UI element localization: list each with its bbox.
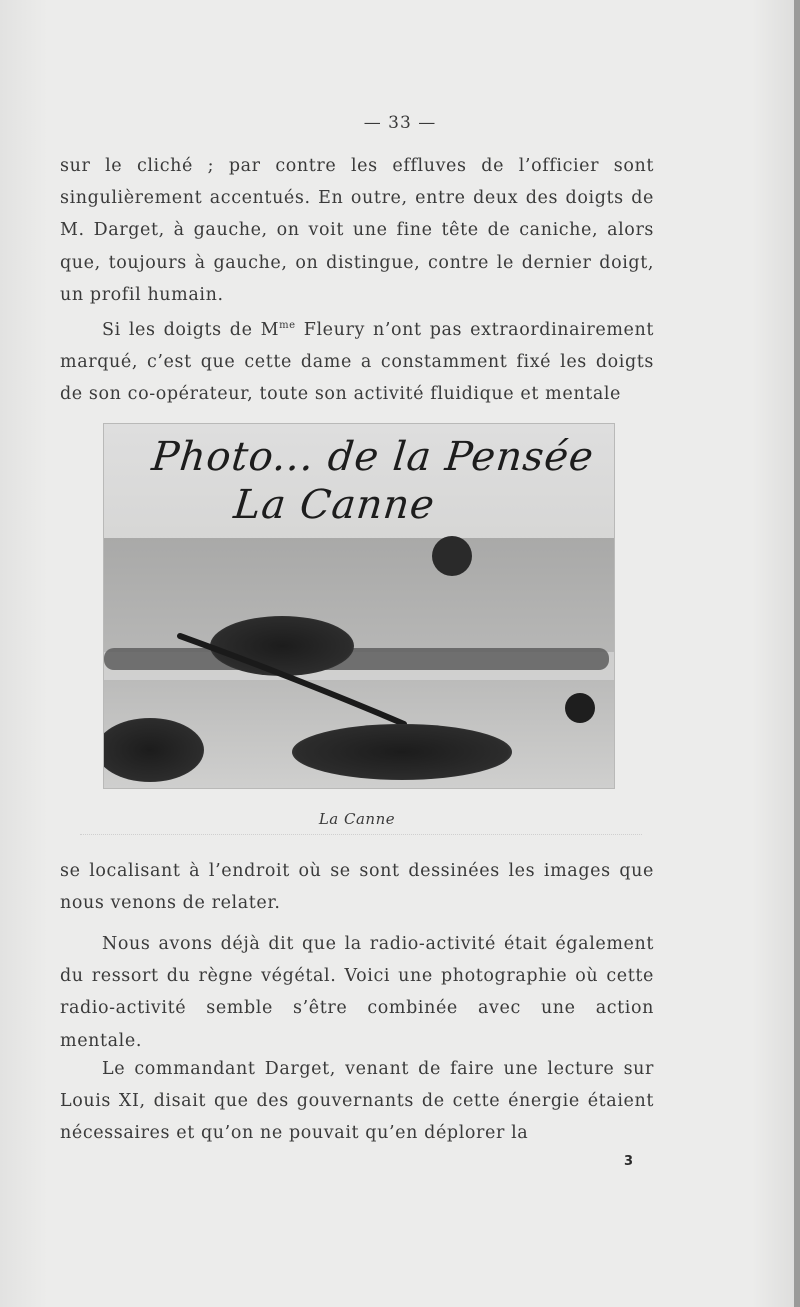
paragraph-1: sur le cliché ; par contre les effluves de l’officier sont singulièrement accentués. En outre, entre deux des doigts de M. Darget, à gauche, on voit une fine tête de caniche, alors que, toujours à gauche, on distingue, contre le dernier doigt, un profil humain. bbox=[60, 156, 654, 305]
handwritten-label-line-2: La Canne bbox=[231, 482, 438, 528]
page-edge-shadow bbox=[794, 0, 800, 1307]
dark-spot-top bbox=[432, 536, 472, 576]
paragraph-2-text-a: Si les doigts de M bbox=[102, 320, 280, 340]
figure-caption: La Canne bbox=[318, 810, 396, 828]
paragraph-3: se localisant à l’endroit où se sont dessinées les images que nous venons de relater. bbox=[60, 861, 654, 914]
page-number: — 33 — bbox=[363, 113, 437, 133]
paragraph-2 bbox=[60, 314, 654, 411]
signature-mark: 3 bbox=[624, 1154, 634, 1169]
paragraph-5: Le commandant Darget, venant de faire une lecture sur Louis XI, disait que des gouvernants de cette énergie étaient nécessaires et qu’on ne pouvait qu’en déplorer la bbox=[60, 1059, 654, 1144]
dark-mark-bottom-center bbox=[292, 724, 512, 780]
paragraph-4: Nous avons déjà dit que la radio-activité était également du ressort du règne végétal. Voici une photographie où cette radio-activité semble s’être combinée avec une action mentale. bbox=[60, 934, 654, 1051]
cane-shaft bbox=[104, 648, 609, 670]
cane-handle-mark bbox=[210, 616, 354, 676]
paragraph-2-text-b: Fleury n’ont pas extraordinairement marqué, c’est que cette dame a constamment fixé les doigts de son co-opérateur, toute son activité fluidique et mentale bbox=[60, 320, 654, 405]
paragraph-2-superscript: me bbox=[279, 320, 296, 332]
figure-photograph bbox=[104, 424, 614, 788]
handwritten-label-line-1: Photo... de la Pensée bbox=[149, 434, 597, 480]
dark-spot-right bbox=[565, 693, 595, 723]
